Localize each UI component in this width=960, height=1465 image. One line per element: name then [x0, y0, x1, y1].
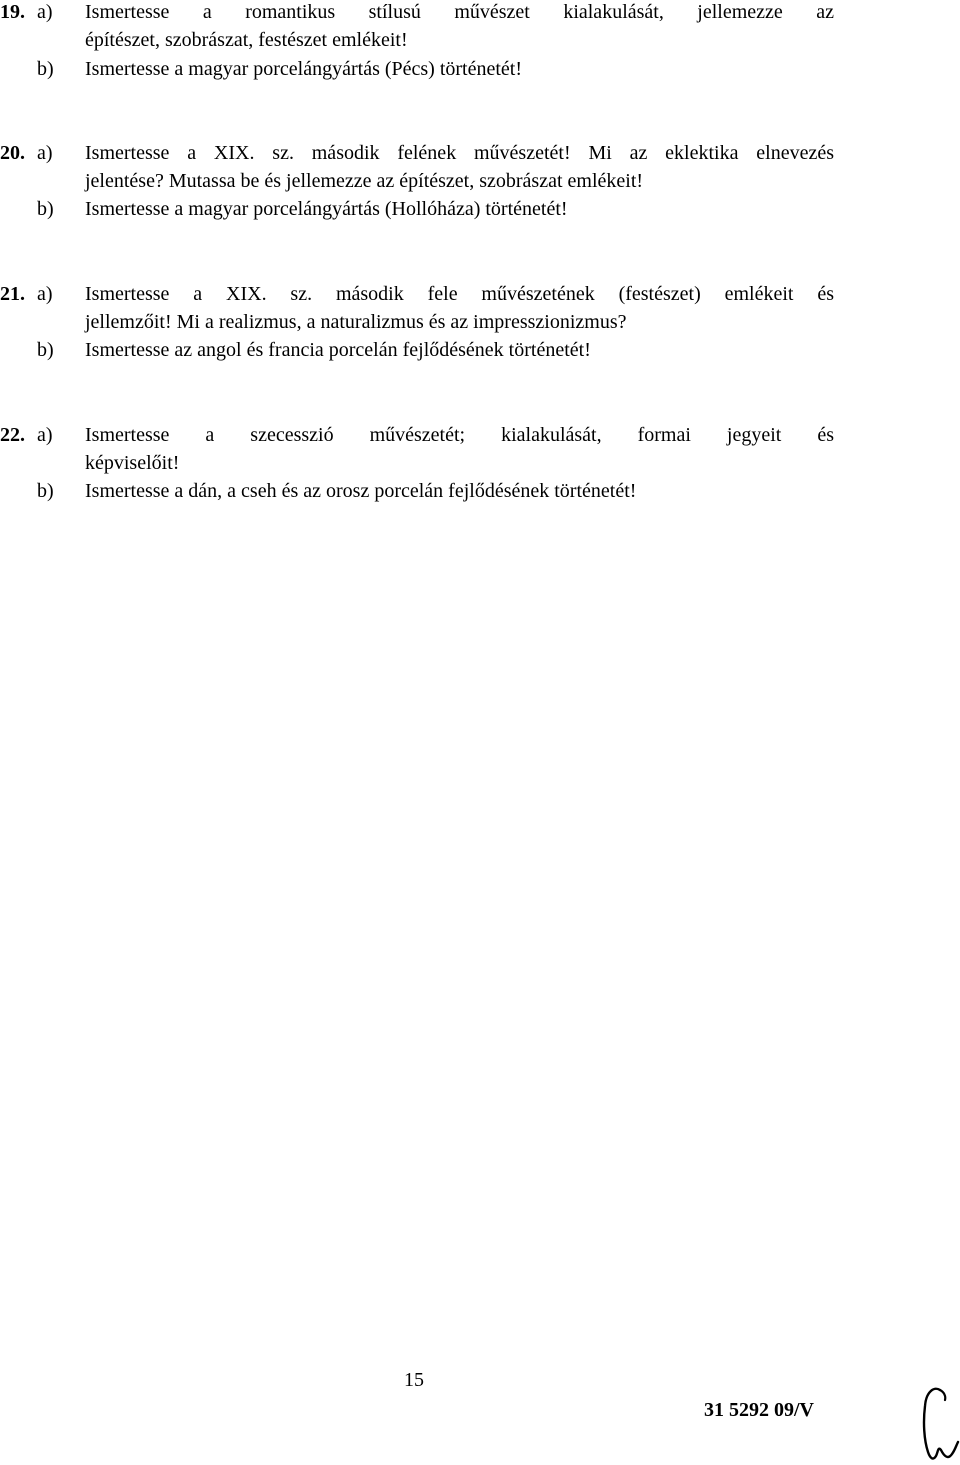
item-text-line: Ismertesse a magyar porcelángyártás (Pécs) történetét!: [85, 58, 523, 80]
item-text-line: Ismertesse a szecesszió művészetét; kialakulását, formai jegyeit és: [85, 424, 834, 446]
item-label: b): [37, 58, 54, 80]
item-text-line: Ismertesse az angol és francia porcelán fejlődésének történetét!: [85, 339, 591, 361]
item-text-line: Ismertesse a romantikus stílusú művészet kialakulását, jellemezze az: [85, 1, 834, 23]
item-text-line: Ismertesse a XIX. sz. második felének művészetét! Mi az eklektika elnevezés: [85, 142, 834, 164]
handwritten-initial-mark: [916, 1384, 960, 1465]
item-label: b): [37, 480, 54, 502]
item-label: a): [37, 1, 53, 23]
item-text-line: Ismertesse a XIX. sz. második fele művészetének (festészet) emlékeit és: [85, 283, 834, 305]
page-number: 15: [404, 1369, 424, 1391]
document-code: 31 5292 09/V: [704, 1399, 814, 1421]
item-label: a): [37, 142, 53, 164]
item-text-line: jellemzőit! Mi a realizmus, a naturalizmus és az impresszionizmus?: [85, 311, 627, 333]
item-text-line: jelentése? Mutassa be és jellemezze az építészet, szobrászat emlékeit!: [85, 170, 644, 192]
item-label: a): [37, 424, 53, 446]
question-number: 22.: [0, 424, 25, 446]
item-text-line: Ismertesse a magyar porcelángyártás (Hollóháza) történetét!: [85, 198, 568, 220]
question-number: 21.: [0, 283, 25, 305]
question-number: 19.: [0, 1, 25, 23]
item-text-line: építészet, szobrászat, festészet emlékeit!: [85, 29, 408, 51]
item-label: b): [37, 198, 54, 220]
item-label: a): [37, 283, 53, 305]
question-number: 20.: [0, 142, 25, 164]
item-text-line: Ismertesse a dán, a cseh és az orosz porcelán fejlődésének történetét!: [85, 480, 637, 502]
item-label: b): [37, 339, 54, 361]
item-text-line: képviselőit!: [85, 452, 180, 474]
